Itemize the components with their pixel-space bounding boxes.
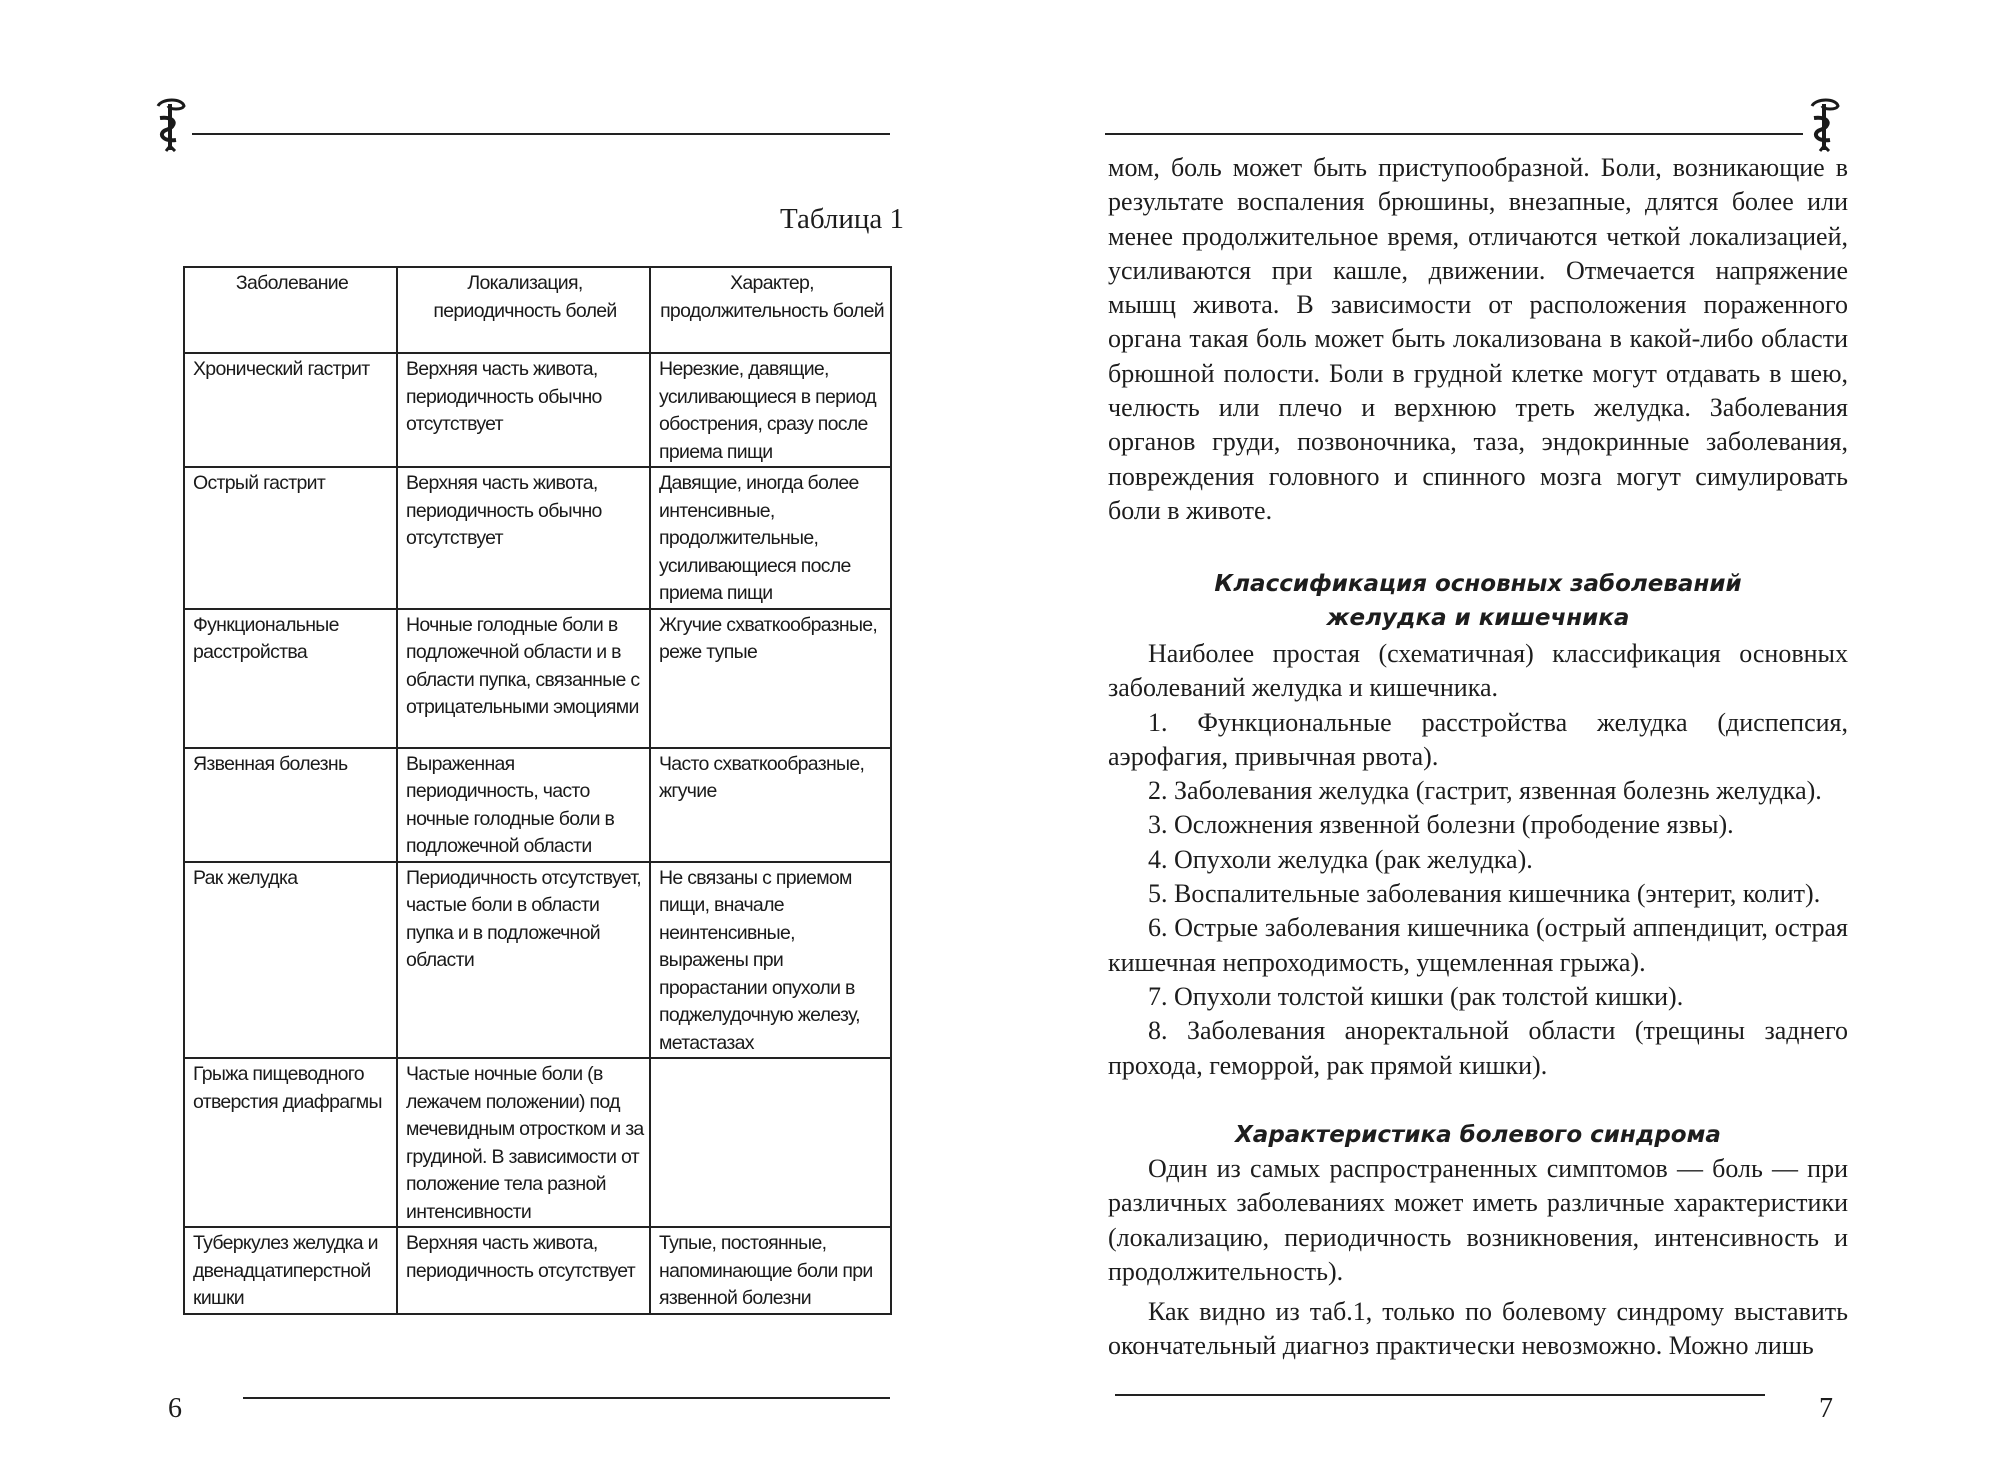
table-cell: Давящие, иногда более интенсивные, продолжительные, усиливающиеся после приема пищи: [650, 467, 891, 609]
table-cell: Верхняя часть живота, периодичность обычно отсутствует: [397, 467, 650, 609]
pain-text-block: [1108, 1152, 1848, 1364]
intro-text-block: [1108, 151, 1848, 528]
classification-item: 2. Заболевания желудка (гастрит, язвенная болезнь желудка).: [1148, 776, 1822, 806]
table-row: [184, 1227, 891, 1314]
right-page: [1000, 0, 2000, 1482]
table-row: [184, 862, 891, 1059]
table-cell: Жгучие схваткообразные, реже тупые: [650, 609, 891, 748]
classification-item: 6. Острые заболевания кишечника (острый аппендицит, острая кишечная непроходимость, ущемленная грыжа).: [1108, 913, 1848, 977]
table-row: [184, 1058, 891, 1227]
table-cell: Не связаны с приемом пищи, вначале неинтенсивные, выражены при прорастании опухоли в поджелудочную железу, метастазах: [650, 862, 891, 1059]
pain-syndrome-heading: Характеристика болевого синдрома: [1235, 1122, 1721, 1148]
column-header-localization: Локализация, периодичность болей: [397, 267, 650, 353]
table-cell: Выраженная периодичность, часто ночные голодные боли в подложечной области: [397, 748, 650, 862]
column-header-character: Характер, продолжительность болей: [650, 267, 891, 353]
classification-item: 8. Заболевания аноректальной области (трещины заднего прохода, геморрой, рак прямой кишки).: [1108, 1016, 1848, 1080]
table-caption: Таблица 1: [780, 203, 905, 235]
table-header-row: [184, 267, 891, 353]
header-rule: [192, 133, 890, 135]
table-cell: Верхняя часть живота, периодичность отсутствует: [397, 1227, 650, 1314]
classification-intro: Наиболее простая (схематичная) классификация основных заболеваний желудка и кишечника.: [1108, 639, 1848, 703]
table-cell: Часто схваткообразные, жгучие: [650, 748, 891, 862]
disease-table: [183, 266, 892, 1315]
caduceus-icon: [1802, 96, 1848, 152]
classification-item: 1. Функциональные расстройства желудка (диспепсия, аэрофагия, привычная рвота).: [1108, 707, 1848, 771]
table-cell: Туберкулез желудка и двенадцатиперстной кишки: [184, 1227, 397, 1314]
table-cell: Функциональные расстройства: [184, 609, 397, 748]
column-header-disease: Заболевание: [184, 267, 397, 353]
table-cell: Ночные голодные боли в подложечной области и в области пупка, связанные с отрицательными эмоциями: [397, 609, 650, 748]
table-row: [184, 467, 891, 609]
classification-text-block: [1108, 637, 1848, 1083]
table-cell: Частые ночные боли (в лежачем положении) под мечевидным отростком и за грудиной. В зависимости от положение тела разной интенсивности: [397, 1058, 650, 1227]
pain-paragraph: Один из самых распространенных симптомов — боль — при различных заболеваниях может иметь различные характеристики (локализацию, периодичность возникновения, интенсивность и продолжительность).: [1108, 1154, 1848, 1286]
page-number: 6: [168, 1393, 182, 1424]
table-cell: [650, 1058, 891, 1227]
intro-paragraph: мом, боль может быть приступообразной. Боли, возникающие в результате воспаления брюшины, внезапные, длятся более или менее продолжительное время, отличаются четкой локализацией, усиливаются при кашле, движении. Отмечается напряжение мышц живота. В зависимости от расположения пораженного органа такая боль может быть локализована в какой-либо области брюшной полости. Боли в грудной клетке могут отдавать в шею, челюсть или плечо и верхнюю треть желудка. Заболевания органов груди, позвоночника, таза, эндокринные заболевания, повреждения головного и спинного мозга могут симулировать боли в животе.: [1108, 153, 1848, 525]
table-cell: Тупые, постоянные, напоминающие боли при язвенной болезни: [650, 1227, 891, 1314]
table-row: [184, 353, 891, 467]
table-cell: Рак желудка: [184, 862, 397, 1059]
table-row: [184, 748, 891, 862]
footer-rule: [243, 1397, 890, 1399]
classification-item: 4. Опухоли желудка (рак желудка).: [1148, 844, 1533, 874]
table-cell: Хронический гастрит: [184, 353, 397, 467]
table-cell: Острый гастрит: [184, 467, 397, 609]
pain-paragraph: Как видно из таб.1, только по болевому синдрому выставить окончательный диагноз практически невозможно. Можно лишь: [1108, 1297, 1848, 1361]
table-cell: Нерезкие, давящие, усиливающиеся в период обострения, сразу после приема пищи: [650, 353, 891, 467]
table-row: [184, 609, 891, 748]
caduceus-icon: [148, 96, 194, 152]
table-cell: Периодичность отсутствует, частые боли в области пупка и в подложечной области: [397, 862, 650, 1059]
classification-item: 3. Осложнения язвенной болезни (прободение язвы).: [1148, 810, 1734, 840]
page-number: 7: [1819, 1393, 1833, 1424]
table-cell: Грыжа пищеводного отверстия диафрагмы: [184, 1058, 397, 1227]
classification-heading-line-2: желудка и кишечника: [1326, 605, 1630, 631]
header-rule: [1105, 133, 1803, 135]
table-cell: Язвенная болезнь: [184, 748, 397, 862]
footer-rule: [1115, 1394, 1765, 1396]
classification-heading-line-1: Классификация основных заболеваний: [1214, 571, 1742, 597]
classification-item: 7. Опухоли толстой кишки (рак толстой кишки).: [1148, 981, 1684, 1011]
classification-item: 5. Воспалительные заболевания кишечника (энтерит, колит).: [1148, 879, 1821, 909]
table-cell: Верхняя часть живота, периодичность обычно отсутствует: [397, 353, 650, 467]
